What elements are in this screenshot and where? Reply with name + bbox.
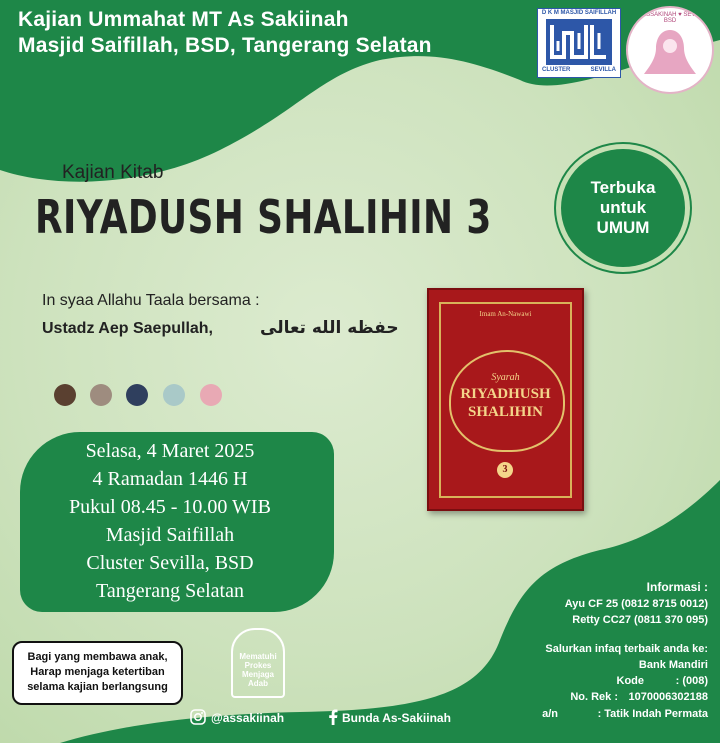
prokes-line3: Menjaga: [241, 670, 274, 679]
instagram-icon: [190, 709, 206, 725]
dkm-logo-cluster: CLUSTER: [542, 67, 571, 73]
dkm-logo-top-text: D K M MASJID SAIFILLAH: [541, 10, 617, 16]
palette-dot-1: [54, 384, 76, 406]
badge-line1: Terbuka: [590, 178, 656, 197]
schedule-date: Selasa, 4 Maret 2025: [85, 440, 255, 462]
palette-dot-4: [163, 384, 185, 406]
infaq-bank: Bank Mandiri: [638, 659, 708, 671]
book-cover-image: [427, 288, 584, 511]
notice-line3: selama kajian berlangsung: [27, 681, 168, 693]
info-heading: Informasi :: [646, 580, 708, 594]
book-title-line1: RIYADHUSH: [460, 386, 551, 402]
infaq-heading: Salurkan infaq terbaik anda ke:: [545, 643, 708, 655]
book-label: Syarah: [491, 372, 520, 383]
book-title-line2: SHALIHIN: [467, 404, 544, 420]
infaq-kode-label: Kode: [616, 675, 644, 687]
header-title-line1: Kajian Ummahat MT As Sakiinah: [18, 8, 349, 31]
speaker-honorific: حفظه الله تعالى: [260, 318, 399, 338]
schedule-hijri-date: 4 Ramadan 1446 H: [92, 468, 248, 490]
schedule-venue: Masjid Saifillah: [105, 524, 235, 546]
dkm-logo-sevilla: SEVILLA: [590, 67, 616, 73]
notice-line2: Harap menjaga ketertiban: [30, 666, 165, 678]
children-notice: [12, 641, 183, 705]
palette-dot-2: [90, 384, 112, 406]
mt-assakinah-logo: [626, 6, 714, 94]
header-title-line2: Masjid Saifillah, BSD, Tangerang Selatan: [18, 34, 432, 57]
event-title: RIYADUSH SHALIHIN 3: [35, 190, 492, 244]
schedule-city: Tangerang Selatan: [96, 580, 244, 602]
infaq-an-label: a/n: [542, 708, 558, 720]
notice-line1: Bagi yang membawa anak,: [27, 651, 168, 663]
infaq-rek-label: No. Rek :: [570, 691, 618, 703]
mt-logo-text: MT ASSAKINAH ♥ SEVILLA BSD: [632, 12, 708, 24]
facebook-page: Bunda As-Sakiinah: [342, 711, 451, 725]
infaq-an-value: : Tatik Indah Permata: [597, 708, 708, 720]
info-contact-2: Retty CC27 (0811 370 095): [572, 614, 708, 626]
book-author: Imam An-Nawawi: [479, 310, 532, 318]
info-contact-1: Ayu CF 25 (0812 8715 0012): [564, 598, 708, 610]
schedule-cluster: Cluster Sevilla, BSD: [86, 552, 254, 574]
infaq-kode-value: : (008): [675, 675, 708, 687]
open-for-public-badge: [556, 144, 690, 272]
dkm-masjid-logo: [537, 8, 621, 78]
schedule-panel: [20, 432, 334, 612]
kufic-calligraphy-icon: [546, 19, 612, 65]
speaker-intro: In syaa Allahu Taala bersama :: [42, 292, 260, 309]
prokes-line1: Mematuhi: [239, 652, 277, 661]
prokes-line2: Prokes: [244, 661, 272, 670]
speaker-name: Ustadz Aep Saepullah,: [42, 320, 213, 337]
infaq-rek-value: 1070006302188: [628, 691, 708, 703]
book-volume: 3: [497, 462, 513, 478]
palette-dot-5: [200, 384, 222, 406]
palette-dot-3: [126, 384, 148, 406]
instagram-handle: @assakiinah: [211, 711, 285, 725]
badge-line2: untuk: [599, 198, 647, 217]
prokes-mosque-icon: [231, 628, 285, 698]
event-subtitle: Kajian Kitab: [62, 162, 164, 183]
schedule-time: Pukul 08.45 - 10.00 WIB: [69, 496, 271, 518]
prokes-line4: Adab: [248, 679, 268, 688]
badge-line3: UMUM: [596, 218, 650, 237]
facebook-icon: [328, 709, 338, 725]
